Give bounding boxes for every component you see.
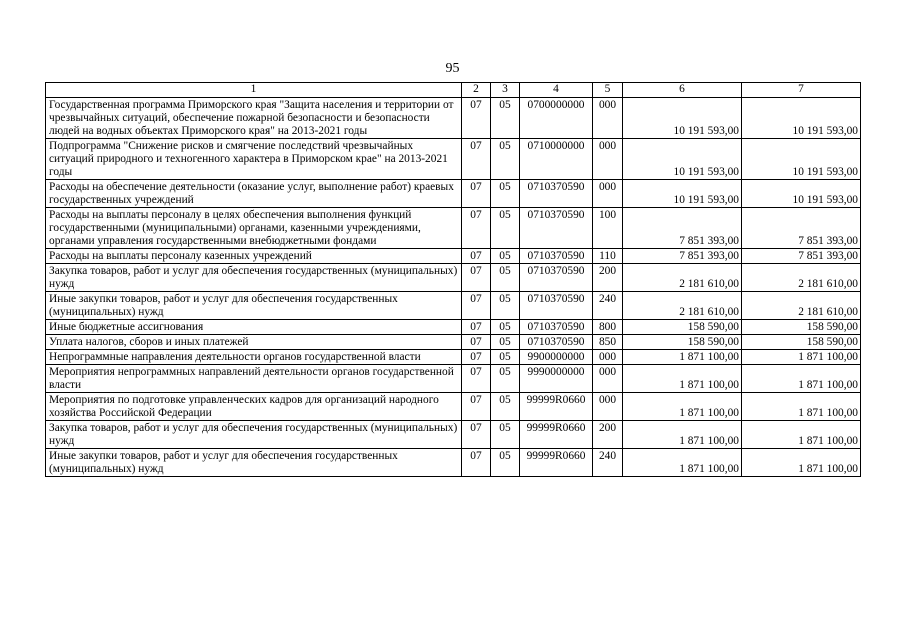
row-amount-col6: 1 871 100,00 — [623, 350, 742, 365]
table-row — [46, 449, 861, 477]
row-target-article: 99999R0660 — [520, 449, 593, 477]
table-row — [46, 421, 861, 449]
table-row — [46, 249, 861, 264]
row-section: 07 — [462, 449, 491, 477]
row-subsection: 05 — [491, 98, 520, 139]
table-row — [46, 139, 861, 180]
row-target-article: 99999R0660 — [520, 421, 593, 449]
row-subsection: 05 — [491, 449, 520, 477]
row-target-article: 0710370590 — [520, 264, 593, 292]
row-name: Закупка товаров, работ и услуг для обеспечения государственных (муниципальных) нужд — [46, 421, 462, 449]
row-subsection: 05 — [491, 365, 520, 393]
column-header: 2 — [462, 83, 491, 98]
row-amount-col7: 1 871 100,00 — [742, 449, 861, 477]
row-section: 07 — [462, 208, 491, 249]
row-section: 07 — [462, 365, 491, 393]
row-expense-type: 200 — [593, 264, 623, 292]
row-subsection: 05 — [491, 180, 520, 208]
column-header: 5 — [593, 83, 623, 98]
row-expense-type: 000 — [593, 365, 623, 393]
row-amount-col7: 158 590,00 — [742, 335, 861, 350]
row-target-article: 9900000000 — [520, 350, 593, 365]
row-section: 07 — [462, 421, 491, 449]
row-expense-type: 000 — [593, 139, 623, 180]
row-amount-col7: 1 871 100,00 — [742, 421, 861, 449]
table-row — [46, 335, 861, 350]
row-amount-col6: 1 871 100,00 — [623, 365, 742, 393]
row-amount-col7: 2 181 610,00 — [742, 264, 861, 292]
row-target-article: 0710000000 — [520, 139, 593, 180]
row-target-article: 0710370590 — [520, 180, 593, 208]
column-header: 1 — [46, 83, 462, 98]
table-row — [46, 264, 861, 292]
row-name: Государственная программа Приморского края "Защита населения и территории от чрезвычайных ситуаций, обеспечение пожарной безопасности и безопасности людей на водных объектах Приморского края" на 2013-2021 годы — [46, 98, 462, 139]
row-section: 07 — [462, 249, 491, 264]
row-name: Иные закупки товаров, работ и услуг для обеспечения государственных (муниципальных) нужд — [46, 292, 462, 320]
row-subsection: 05 — [491, 139, 520, 180]
row-subsection: 05 — [491, 208, 520, 249]
table-row — [46, 208, 861, 249]
table-row — [46, 393, 861, 421]
row-name: Закупка товаров, работ и услуг для обеспечения государственных (муниципальных) нужд — [46, 264, 462, 292]
row-target-article: 9990000000 — [520, 365, 593, 393]
row-section: 07 — [462, 393, 491, 421]
row-subsection: 05 — [491, 320, 520, 335]
row-expense-type: 800 — [593, 320, 623, 335]
row-name: Мероприятия по подготовке управленческих кадров для организаций народного хозяйства Российской Федерации — [46, 393, 462, 421]
row-subsection: 05 — [491, 264, 520, 292]
row-target-article: 0710370590 — [520, 320, 593, 335]
row-amount-col7: 7 851 393,00 — [742, 249, 861, 264]
row-amount-col6: 2 181 610,00 — [623, 292, 742, 320]
row-amount-col7: 10 191 593,00 — [742, 139, 861, 180]
table-row — [46, 180, 861, 208]
column-header: 3 — [491, 83, 520, 98]
row-name: Непрограммные направления деятельности органов государственной власти — [46, 350, 462, 365]
row-expense-type: 100 — [593, 208, 623, 249]
row-name: Расходы на выплаты персоналу в целях обеспечения выполнения функций государственными (муниципальными) органами, казенными учреждениями, органами управления государственными внебюджетными фондами — [46, 208, 462, 249]
row-section: 07 — [462, 139, 491, 180]
row-amount-col6: 10 191 593,00 — [623, 98, 742, 139]
row-section: 07 — [462, 264, 491, 292]
row-name: Расходы на выплаты персоналу казенных учреждений — [46, 249, 462, 264]
row-amount-col7: 1 871 100,00 — [742, 365, 861, 393]
row-amount-col6: 7 851 393,00 — [623, 249, 742, 264]
row-subsection: 05 — [491, 335, 520, 350]
row-amount-col6: 2 181 610,00 — [623, 264, 742, 292]
row-section: 07 — [462, 350, 491, 365]
row-subsection: 05 — [491, 292, 520, 320]
row-name: Мероприятия непрограммных направлений деятельности органов государственной власти — [46, 365, 462, 393]
row-subsection: 05 — [491, 249, 520, 264]
row-expense-type: 850 — [593, 335, 623, 350]
row-target-article: 0710370590 — [520, 335, 593, 350]
row-name: Иные закупки товаров, работ и услуг для обеспечения государственных (муниципальных) нужд — [46, 449, 462, 477]
row-amount-col6: 7 851 393,00 — [623, 208, 742, 249]
row-amount-col6: 1 871 100,00 — [623, 421, 742, 449]
row-expense-type: 240 — [593, 449, 623, 477]
row-amount-col7: 7 851 393,00 — [742, 208, 861, 249]
row-amount-col7: 2 181 610,00 — [742, 292, 861, 320]
row-amount-col7: 10 191 593,00 — [742, 180, 861, 208]
row-amount-col7: 1 871 100,00 — [742, 393, 861, 421]
row-amount-col6: 158 590,00 — [623, 335, 742, 350]
row-target-article: 0710370590 — [520, 292, 593, 320]
row-subsection: 05 — [491, 421, 520, 449]
row-amount-col6: 158 590,00 — [623, 320, 742, 335]
table-row — [46, 365, 861, 393]
row-expense-type: 000 — [593, 98, 623, 139]
row-amount-col6: 10 191 593,00 — [623, 180, 742, 208]
row-expense-type: 000 — [593, 180, 623, 208]
row-name: Подпрограмма "Снижение рисков и смягчение последствий чрезвычайных ситуаций природного и техногенного характера в Приморском крае" на 2013-2021 годы — [46, 139, 462, 180]
row-amount-col6: 1 871 100,00 — [623, 393, 742, 421]
table-row — [46, 98, 861, 139]
page-number: 95 — [445, 61, 460, 76]
row-target-article: 0710370590 — [520, 249, 593, 264]
row-amount-col7: 1 871 100,00 — [742, 350, 861, 365]
row-section: 07 — [462, 320, 491, 335]
table-row — [46, 292, 861, 320]
column-header: 6 — [623, 83, 742, 98]
row-expense-type: 240 — [593, 292, 623, 320]
row-section: 07 — [462, 292, 491, 320]
row-amount-col6: 10 191 593,00 — [623, 139, 742, 180]
column-header: 7 — [742, 83, 861, 98]
row-amount-col6: 1 871 100,00 — [623, 449, 742, 477]
row-name: Уплата налогов, сборов и иных платежей — [46, 335, 462, 350]
header-row — [46, 83, 861, 98]
row-expense-type: 000 — [593, 393, 623, 421]
row-subsection: 05 — [491, 393, 520, 421]
row-target-article: 0710370590 — [520, 208, 593, 249]
table-row — [46, 350, 861, 365]
row-target-article: 0700000000 — [520, 98, 593, 139]
table-row — [46, 320, 861, 335]
row-subsection: 05 — [491, 350, 520, 365]
row-expense-type: 110 — [593, 249, 623, 264]
budget-table — [45, 82, 861, 477]
row-expense-type: 000 — [593, 350, 623, 365]
row-amount-col7: 10 191 593,00 — [742, 98, 861, 139]
row-expense-type: 200 — [593, 421, 623, 449]
row-section: 07 — [462, 180, 491, 208]
row-amount-col7: 158 590,00 — [742, 320, 861, 335]
row-name: Иные бюджетные ассигнования — [46, 320, 462, 335]
row-name: Расходы на обеспечение деятельности (оказание услуг, выполнение работ) краевых государственных учреждений — [46, 180, 462, 208]
column-header: 4 — [520, 83, 593, 98]
row-section: 07 — [462, 335, 491, 350]
row-section: 07 — [462, 98, 491, 139]
row-target-article: 99999R0660 — [520, 393, 593, 421]
